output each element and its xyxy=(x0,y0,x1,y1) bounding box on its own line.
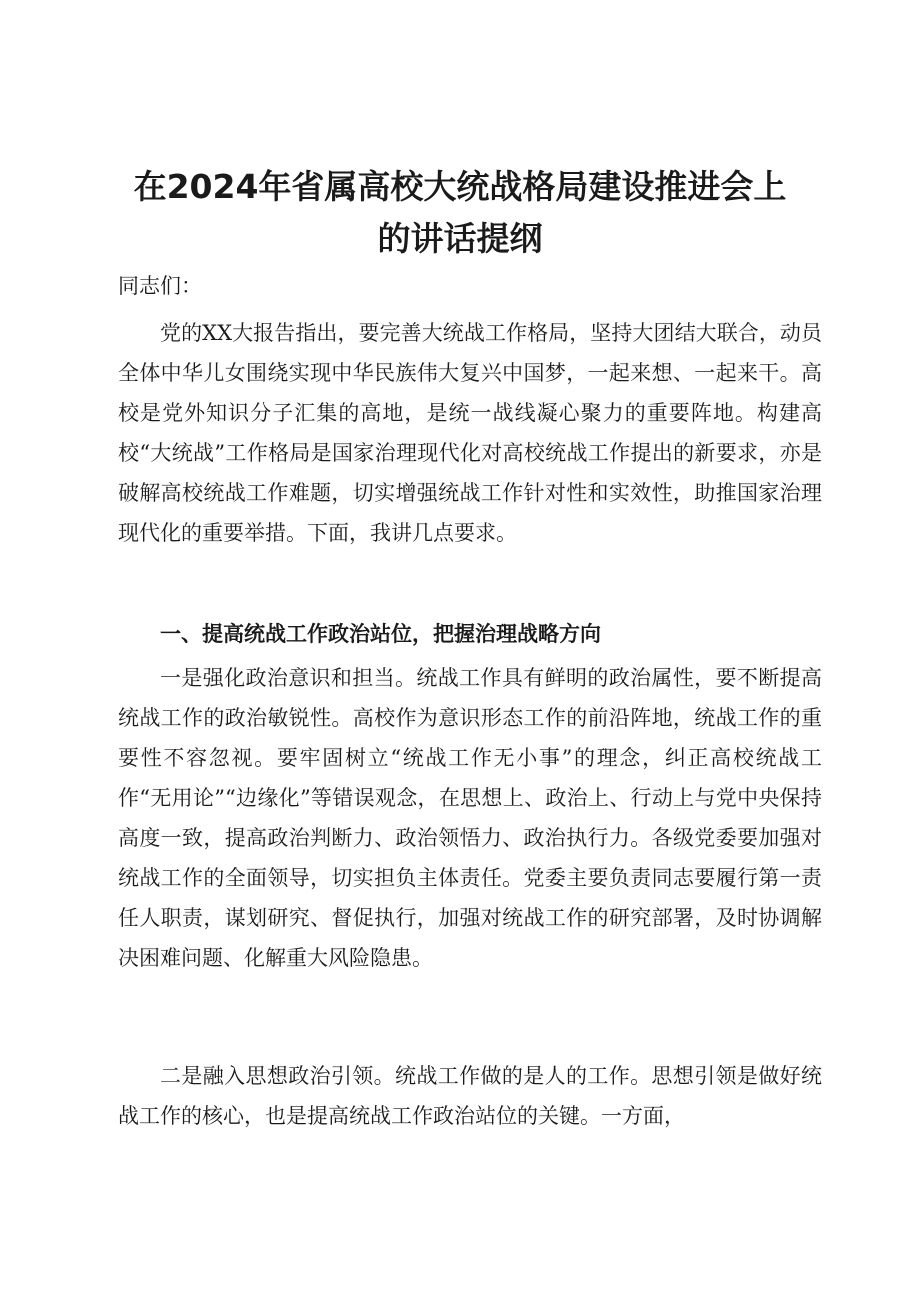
salutation: 同志们： xyxy=(118,274,202,298)
section-1-paragraph-1: 一是强化政治意识和担当。统战工作具有鲜明的政治属性，要不断提高统战工作的政治敏锐性。高校作为意识形态工作的前沿阵地，统战工作的重要性不容忽视。要牢固树立“统战工作无小事”的理念，纠正高校统战工作“无用论”“边缘化”等错误观念，在思想上、政治上、行动上与党中央保持高度一致，提高政治判断力、政治领悟力、政治执行力。各级党委要加强对统战工作的全面领导，切实担负主体责任。党委主要负责同志要履行第一责任人职责，谋划研究、督促执行，加强对统战工作的研究部署，及时协调解决困难问题、化解重大风险隐患。 xyxy=(118,666,822,970)
section-1-heading: 一、提高统战工作政治站位，把握治理战略方向 xyxy=(160,622,601,646)
intro-paragraph: 党的XX大报告指出，要完善大统战工作格局，坚持大团结大联合，动员全体中华儿女围绕实现中华民族伟大复兴中国梦，一起来想、一起来干。高校是党外知识分子汇集的高地，是统一战线凝心聚力的重要阵地。构建高校“大统战”工作格局是国家治理现代化对高校统战工作提出的新要求，亦是破解高校统战工作难题，切实增强统战工作针对性和实效性，助推国家治理现代化的重要举措。下面，我讲几点要求。 xyxy=(118,321,822,545)
section-1-paragraph-2: 二是融入思想政治引领。统战工作做的是人的工作。思想引领是做好统战工作的核心，也是提高统战工作政治站位的关键。一方面， xyxy=(118,1064,822,1128)
document-title-line-2: 的讲话提纲 xyxy=(377,219,543,258)
document-title-line-1: 在2024年省属高校大统战格局建设推进会上 xyxy=(133,167,787,206)
